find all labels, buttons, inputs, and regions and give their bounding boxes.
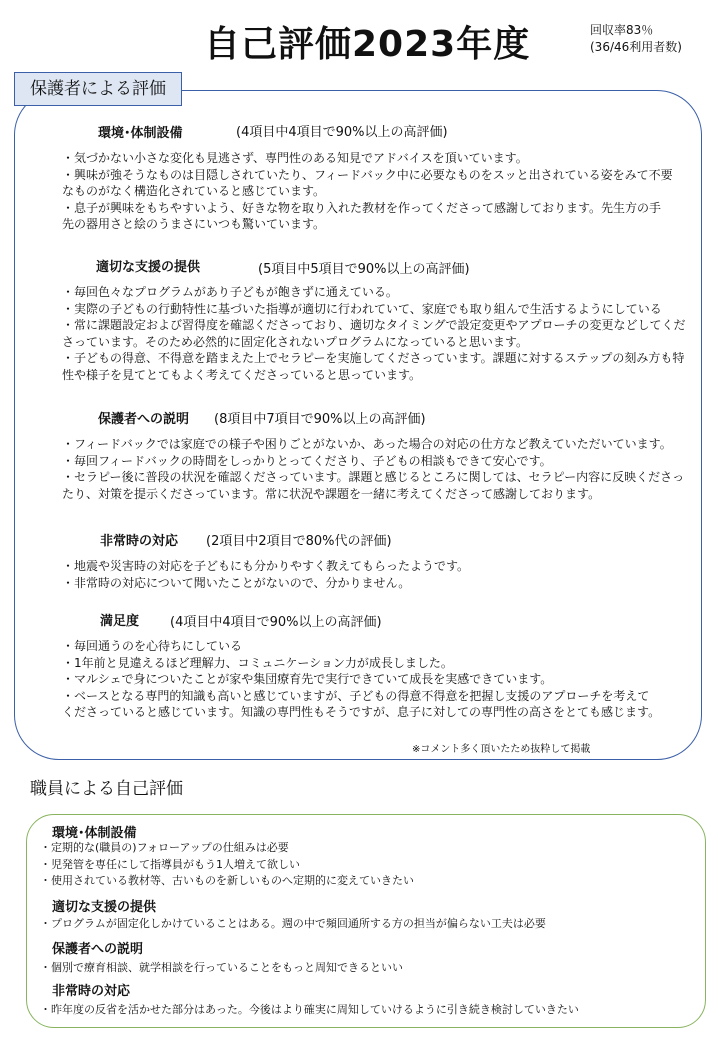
parent-section-comments — [62, 150, 673, 233]
staff-section-title: 適切な支援の提供 — [52, 900, 157, 915]
parent-section-title: 適切な支援の提供 — [96, 260, 201, 275]
comment-line: ・毎回色々なプログラムがあり子どもが飽きずに通えている。 — [62, 285, 398, 299]
recovery-rate: 回収率83％ — [590, 23, 654, 37]
staff-section-title: 保護者への説明 — [52, 942, 144, 957]
parent-section-comments — [62, 558, 469, 591]
comment-line: なものがなく構造化されていると感じています。 — [62, 184, 326, 198]
staff-section-comments — [40, 1002, 579, 1019]
comment-line: ・定期的な(職員の)フォローアップの仕組みは必要 — [40, 841, 289, 854]
comment-line: ・実際の子どもの行動特性に基づいた指導が適切に行われていて、家庭でも取り組んで生活するようにしている — [62, 301, 662, 316]
comment-line: ・子どもの得意、不得意を踏まえた上でセラピーを実施してくださっています。課題に対するステップの刻み方も特 — [62, 351, 685, 365]
excerpt-note: ※コメント多く頂いたため抜粋して掲載 — [412, 744, 591, 755]
parent-section-comments — [62, 638, 660, 721]
parent-section-subtitle: (5項目中5項目で90%以上の高評価) — [258, 262, 470, 277]
staff-section-title: 環境･体制設備 — [52, 826, 137, 841]
comment-line: ・興味が強そうなものは目隠しされていたり、フィードバック中に必要なものをスッと出されている姿をみて不要 — [62, 167, 673, 182]
parent-section-subtitle: (2項目中2項目で80%代の評価) — [206, 534, 392, 549]
comment-line: ・セラピー後に普段の状況を確認くださっています。課題と感じるところに関しては、セラピー内容に反映くださっ — [62, 470, 685, 484]
comment-line: 先の器用さと絵のうまさにいつも驚いています。 — [62, 217, 326, 231]
comment-line: ・毎回通うのを心待ちにしている — [62, 639, 243, 653]
comment-line: ・昨年度の反省を活かせた部分はあった。今後はより確実に周知していけるように引き続き検討していきたい — [40, 1003, 579, 1016]
comment-line: ・息子が興味をもちやすいよう、好きな物を取り入れた教材を作ってくださって感謝しております。先生方の手 — [62, 200, 662, 215]
comment-line: ・気づかない小さな変化も見逃さず、専門性のある知見でアドバイスを頂いています。 — [62, 151, 528, 165]
staff-section-comments — [40, 840, 414, 890]
page-title: 自己評価2023年度 — [204, 24, 531, 65]
parent-section-subtitle: (8項目中7項目で90%以上の高評価) — [214, 412, 426, 427]
comment-line: ・マルシェで身についたことが家や集団療育先で実行できていて成長を実感できています。 — [62, 672, 553, 686]
parent-section-title: 保護者への説明 — [98, 412, 190, 427]
comment-line: たり、対策を提示くださっています。常に状況や課題を一緒に考えてくださって感謝しております。 — [62, 486, 601, 501]
parent-section-subtitle: (4項目中4項目で90%以上の高評価) — [236, 125, 448, 140]
comment-line: ・使用されている教材等、古いものを新しいものへ定期的に変えていきたい — [40, 874, 414, 887]
parent-section-title: 環境･体制設備 — [98, 126, 183, 141]
comment-line: さっています。そのため必然的に固定化されないプログラムになっていると思います。 — [62, 334, 528, 349]
comment-line: ・個別で療育相談、就学相談を行っていることをもっと周知できるといい — [40, 961, 403, 974]
comment-line: ・プログラムが固定化しかけていることはある。週の中で頻回通所する方の担当が偏らない工夫は必要 — [40, 917, 546, 930]
comment-line: ・フィードバックでは家庭での様子や困りごとがないか、あった場合の対応の仕方など教えていただいています。 — [62, 437, 672, 451]
comment-line: 性や様子を見てとてもよく考えてくださっていると思っています。 — [62, 367, 422, 382]
staff-evaluation-heading: 職員による自己評価 — [30, 779, 183, 799]
comment-line: くださっていると感じています。知識の専門性もそうですが、息子に対しての専門性の高さをとても感じます。 — [62, 705, 661, 719]
comment-line: ・常に課題設定および習得度を確認くださっており、適切なタイミングで設定変更やアプローチの変更などしてくだ — [62, 318, 686, 332]
staff-section-title: 非常時の対応 — [52, 984, 131, 999]
parent-section-title: 非常時の対応 — [100, 534, 179, 549]
parent-section-title: 満足度 — [100, 614, 140, 629]
staff-section-comments — [40, 916, 546, 933]
staff-section-comments — [40, 960, 403, 977]
comment-line: ・ベースとなる専門的知識も高いと感じていますが、子どもの得意不得意を把握し支援のアプローチを考えて — [62, 688, 650, 703]
parent-section-comments — [62, 284, 686, 383]
comment-line: ・児発管を専任にして指導員がもう1人増えて欲しい — [40, 857, 300, 871]
comment-line: ・非常時の対応について聞いたことがないので、分かりません。 — [62, 575, 411, 590]
respondent-count: (36/46利用者数) — [590, 40, 682, 54]
comment-line: ・1年前と見違えるほど理解力、コミュニケーション力が成長しました。 — [62, 655, 453, 670]
comment-line: ・地震や災害時の対応を子どもにも分かりやすく教えてもらったようです。 — [62, 559, 470, 573]
parent-section-subtitle: (4項目中4項目で90%以上の高評価) — [170, 615, 382, 630]
parent-section-comments — [62, 436, 684, 502]
parent-evaluation-heading: 保護者による評価 — [14, 72, 182, 106]
comment-line: ・毎回フィードバックの時間をしっかりとってくださり、子どもの相談もできて安心です。 — [62, 453, 552, 468]
recovery-info — [590, 22, 682, 56]
